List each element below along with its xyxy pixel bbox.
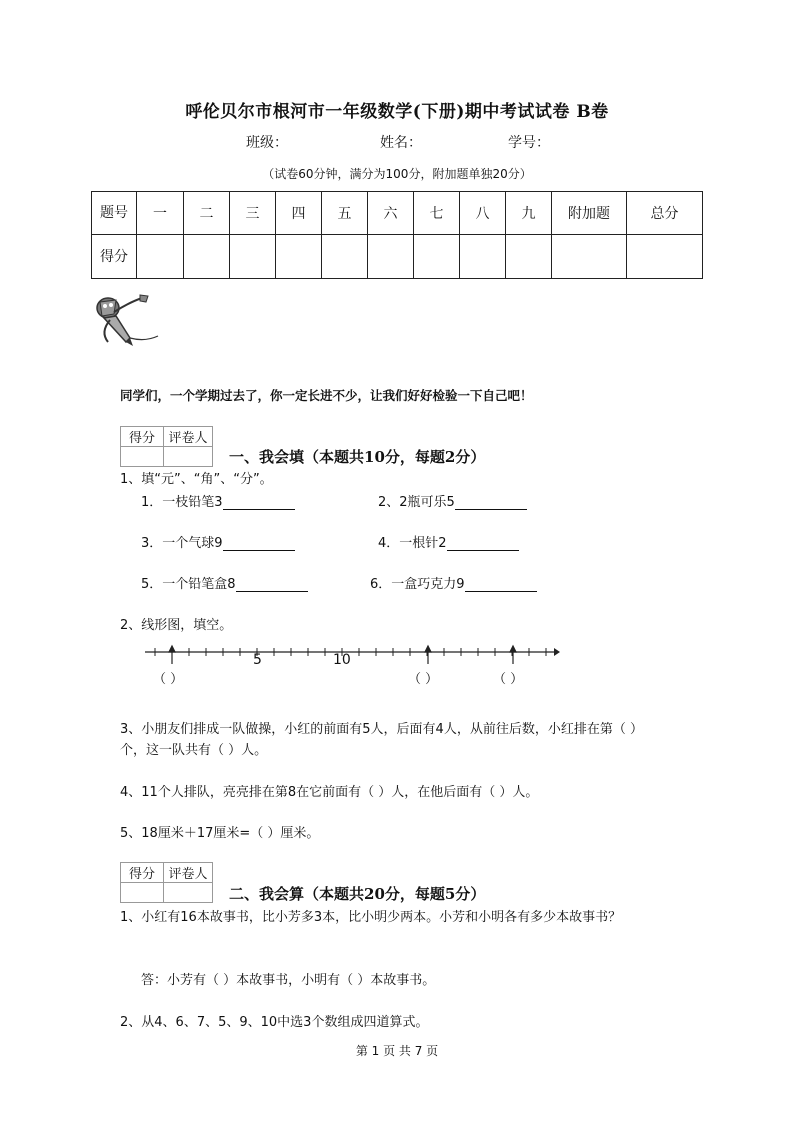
- grader-box-2: [120, 862, 213, 903]
- tick-label-10: 10: [333, 652, 351, 668]
- question-3-line-1: 3、小朋友们排成一队做操，小红的前面有5人，后面有4人，从前往后数，小红排在第（ ）: [120, 722, 643, 737]
- score-cell[interactable]: [276, 235, 322, 279]
- student-id-label: 学号：: [508, 135, 550, 151]
- fill-item-text: 5．一个铅笔盒8: [141, 577, 236, 592]
- grader-name-cell[interactable]: [164, 447, 213, 467]
- grader-name-label: 评卷人: [164, 863, 213, 883]
- number-line: [140, 640, 560, 690]
- question-5: 5、18厘米＋17厘米=（ ）厘米。: [120, 826, 320, 841]
- fill-item-text: 4．一根针2: [378, 536, 447, 551]
- score-col-5: 五: [322, 192, 368, 235]
- score-table: [91, 191, 703, 279]
- score-col-4: 四: [276, 192, 322, 235]
- score-row-label: 得分: [92, 235, 137, 279]
- score-col-6: 六: [368, 192, 414, 235]
- score-cell[interactable]: [552, 235, 627, 279]
- answer-paren[interactable]: （ ）: [408, 672, 439, 687]
- score-col-8: 八: [460, 192, 506, 235]
- answer-paren[interactable]: （ ）: [493, 672, 524, 687]
- answer-blank[interactable]: [223, 495, 295, 510]
- answer-blank[interactable]: [236, 577, 308, 592]
- score-cell[interactable]: [368, 235, 414, 279]
- fill-item-text: 3．一个气球9: [141, 536, 223, 551]
- section-2-question-2: 2、从4、6、7、5、9、10中选3个数组成四道算式。: [120, 1015, 429, 1030]
- fill-item: [370, 573, 537, 592]
- question-2-stem: 2、线形图，填空。: [120, 618, 233, 633]
- score-table-score-row: [92, 235, 703, 279]
- score-cell[interactable]: [460, 235, 506, 279]
- section-2-answer-1: 答：小芳有（ ）本故事书，小明有（ ）本故事书。: [141, 973, 436, 988]
- grader-score-cell[interactable]: [121, 447, 164, 467]
- score-col-extra: 附加题: [552, 192, 627, 235]
- section-2-question-1: 1、小红有16本故事书，比小芳多3本，比小明少两本。小芳和小明各有多少本故事书？: [120, 910, 622, 925]
- score-col-1: 一: [137, 192, 184, 235]
- score-cell[interactable]: [137, 235, 184, 279]
- score-col-total: 总分: [627, 192, 703, 235]
- score-cell[interactable]: [184, 235, 230, 279]
- score-table-row-label: 题号: [92, 192, 137, 235]
- grader-box-1: [120, 426, 213, 467]
- score-col-7: 七: [414, 192, 460, 235]
- pencil-mascot-icon: [90, 292, 162, 350]
- answer-blank[interactable]: [455, 495, 527, 510]
- score-cell[interactable]: [506, 235, 552, 279]
- score-cell[interactable]: [414, 235, 460, 279]
- fill-item: [141, 532, 295, 551]
- fill-item: [141, 491, 295, 510]
- score-cell[interactable]: [230, 235, 276, 279]
- grader-name-cell[interactable]: [164, 883, 213, 903]
- encouragement-text: 同学们，一个学期过去了，你一定长进不少，让我们好好检验一下自己吧！: [120, 388, 533, 403]
- section-1-title: 一、我会填（本题共10分，每题2分）: [229, 448, 486, 466]
- score-col-9: 九: [506, 192, 552, 235]
- section-2-title: 二、我会算（本题共20分，每题5分）: [229, 885, 486, 903]
- fill-item-text: 1．一枝铅笔3: [141, 495, 223, 510]
- tick-label-5: 5: [253, 652, 262, 668]
- question-4: 4、11个人排队，亮亮排在第8在它前面有（ ）人，在他后面有（ ）人。: [120, 785, 539, 800]
- page-footer: 第 1 页 共 7 页: [355, 1044, 439, 1058]
- fill-item-text: 2、2瓶可乐5: [378, 495, 455, 510]
- grader-name-label: 评卷人: [164, 427, 213, 447]
- fill-item: [141, 573, 308, 592]
- fill-item: [378, 532, 519, 551]
- fill-item: [378, 491, 527, 510]
- score-table-header-row: [92, 192, 703, 235]
- exam-note: （试卷60分钟，满分为100分，附加题单独20分）: [262, 167, 532, 181]
- answer-paren[interactable]: （ ）: [153, 672, 184, 687]
- answer-blank[interactable]: [223, 536, 295, 551]
- class-label: 班级：: [246, 135, 288, 151]
- name-label: 姓名：: [380, 135, 422, 151]
- answer-blank[interactable]: [465, 577, 537, 592]
- grader-score-label: 得分: [121, 863, 164, 883]
- answer-blank[interactable]: [447, 536, 519, 551]
- score-cell[interactable]: [627, 235, 703, 279]
- question-1-stem: 1、填“元”、“角”、“分”。: [120, 472, 273, 487]
- page-title: 呼伦贝尔市根河市一年级数学(下册)期中考试试卷 B卷: [185, 102, 609, 122]
- fill-item-text: 6．一盒巧克力9: [370, 577, 465, 592]
- grader-score-label: 得分: [121, 427, 164, 447]
- score-col-3: 三: [230, 192, 276, 235]
- grader-score-cell[interactable]: [121, 883, 164, 903]
- question-3-line-2: 个，这一队共有（ ）人。: [120, 743, 268, 758]
- score-cell[interactable]: [322, 235, 368, 279]
- score-col-2: 二: [184, 192, 230, 235]
